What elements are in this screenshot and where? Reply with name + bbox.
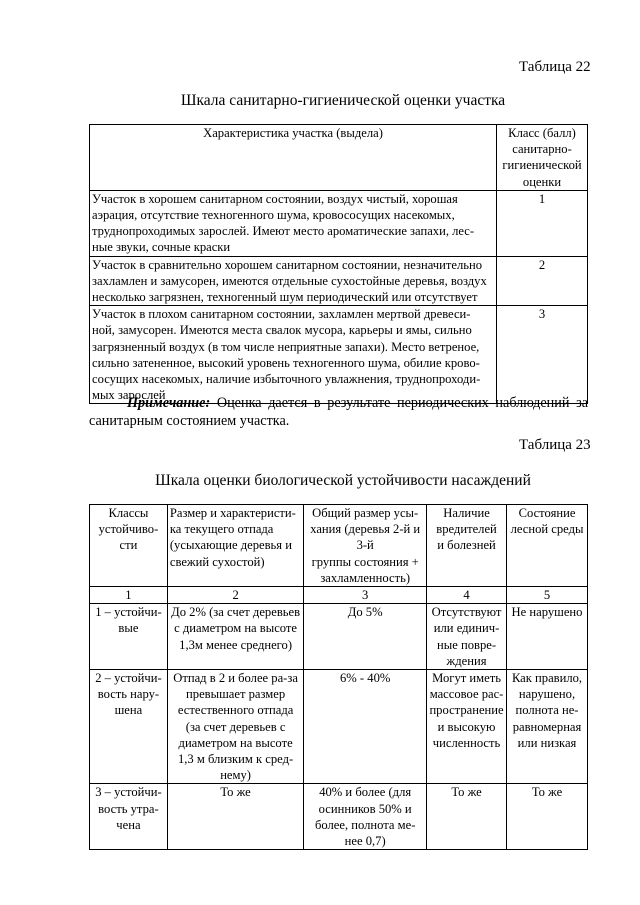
note-paragraph xyxy=(89,394,588,430)
cell-line: вость утра- xyxy=(98,801,159,816)
header-line: вредителей xyxy=(436,522,497,537)
stability-class-cell xyxy=(90,784,168,850)
cell-line: массовое рас- xyxy=(429,687,504,702)
text-line: мых зарослей xyxy=(92,388,166,403)
cell-line: численность xyxy=(432,735,501,750)
environment-cell xyxy=(507,604,588,670)
cell-line: диаметром на высоте xyxy=(178,735,293,750)
cell-line: Как правило, xyxy=(511,671,583,686)
column-number: 3 xyxy=(304,587,427,604)
cell-line: То же xyxy=(220,785,251,800)
dieoff-cell xyxy=(167,784,303,850)
cell-line: Могут иметь xyxy=(432,671,501,686)
note-text: Оценка дается в результате периодических наблюдений за санитарным состоянием участка. xyxy=(89,395,588,429)
table-23-header-row xyxy=(90,505,588,587)
table-row xyxy=(90,306,588,404)
header-line: лесной среды xyxy=(510,522,584,537)
note-label: Примечание: xyxy=(127,395,211,411)
cell-line: 6% - 40% xyxy=(340,671,391,686)
header-line: Общий размер усы- xyxy=(312,506,419,520)
table-23-label: Таблица 23 xyxy=(519,437,591,453)
score-cell: 3 xyxy=(497,306,588,404)
score-cell: 2 xyxy=(497,256,588,306)
header-current-dieoff xyxy=(167,505,303,587)
cell-line: полнота не- xyxy=(515,703,579,718)
text-line: труднопроходимых зарослей. Имеют место ароматические запахи, лес- xyxy=(92,224,475,239)
header-line: Наличие xyxy=(443,506,490,520)
header-class-line: гигиенической xyxy=(502,158,582,173)
cell-line: 3 – устойчи- xyxy=(95,785,162,800)
drying-cell xyxy=(304,670,427,784)
text-line: загрязненный воздух (в том числе неприятные запахи). Место ветреное, xyxy=(92,339,480,354)
sanitary-hygienic-table xyxy=(89,124,588,404)
cell-line: естественного отпада xyxy=(177,703,294,718)
cell-line: вость нару- xyxy=(97,687,160,702)
text-line: Участок в плохом санитарном состоянии, захламлен мертвой древеси- xyxy=(92,307,471,322)
characteristic-cell xyxy=(90,306,497,404)
cell-line: нему) xyxy=(220,768,251,783)
table-row xyxy=(90,604,588,670)
column-number: 5 xyxy=(507,587,588,604)
text-line: аэрация, отсутствие техногенного шума, кровососущих насекомых, xyxy=(92,208,455,223)
environment-cell xyxy=(507,670,588,784)
table-22-header-row xyxy=(90,125,588,191)
header-line: устойчиво- xyxy=(98,522,159,537)
cell-line: равномерная xyxy=(512,719,582,734)
header-class-line: оценки xyxy=(522,174,562,189)
environment-cell xyxy=(507,784,588,850)
header-line: Размер и характеристи- xyxy=(169,506,296,520)
drying-cell xyxy=(304,604,427,670)
text-line: несколько загрязнен, техногенный шум периодический или отсутствует xyxy=(92,290,478,305)
cell-line: и высокую xyxy=(437,719,496,734)
cell-line: ные повре- xyxy=(437,637,497,652)
header-line: 3-й xyxy=(356,538,374,553)
header-pests-diseases xyxy=(427,505,507,587)
cell-line: чена xyxy=(116,817,141,832)
pests-cell xyxy=(427,604,507,670)
cell-line: 1,3 м близким к сред- xyxy=(177,752,294,767)
header-line: (усыхающие деревья и xyxy=(169,538,292,553)
header-characteristic: Характеристика участка (выдела) xyxy=(90,125,497,191)
text-line: захламлен и замусорен, имеются отдельные сухостойные деревья, воздух xyxy=(92,273,487,288)
cell-line: То же xyxy=(531,785,563,800)
cell-line: До 2% (за счет деревьев xyxy=(171,605,301,620)
cell-line: осинников 50% и xyxy=(318,801,412,816)
header-line: и болезней xyxy=(437,538,496,553)
table-row xyxy=(90,190,588,256)
column-number-row xyxy=(90,587,588,604)
text-line: сосущих насекомых, наличие избыточного увлажнения, труднопроходи- xyxy=(92,372,481,387)
cell-line: ждения xyxy=(446,653,487,668)
header-class-line: Класс (балл) xyxy=(508,126,576,140)
header-class-score xyxy=(497,125,588,191)
cell-line: 1,3м менее среднего) xyxy=(179,637,293,652)
column-number: 1 xyxy=(90,587,168,604)
bio-stability-table xyxy=(89,504,588,850)
header-total-drying xyxy=(304,505,427,587)
table-23-title: Шкала оценки биологической устойчивости насаждений xyxy=(155,472,531,489)
cell-line: или низкая xyxy=(517,735,577,750)
cell-line: шена xyxy=(114,703,143,718)
cell-line: Отпад в 2 и более ра-за xyxy=(173,671,298,686)
pests-cell xyxy=(427,784,507,850)
table-row xyxy=(90,784,588,850)
cell-line: превышает размер xyxy=(186,687,286,702)
text-line: Участок в сравнительно хорошем санитарном состоянии, незначительно xyxy=(92,257,483,272)
drying-cell xyxy=(304,784,427,850)
header-line: группы состояния + xyxy=(311,554,419,569)
text-line: ной, замусорен. Имеются места свалок мусора, карьеры и ямы, сильно xyxy=(92,323,472,338)
column-number: 2 xyxy=(167,587,303,604)
header-line: Классы xyxy=(108,506,149,520)
header-line: ка текущего отпада xyxy=(169,522,274,537)
stability-class-cell xyxy=(90,604,168,670)
header-line: захламленность) xyxy=(320,570,411,585)
cell-line: пространение xyxy=(429,703,504,718)
score-cell: 1 xyxy=(497,190,588,256)
cell-line: Отсутствуют xyxy=(431,605,502,620)
cell-line: вые xyxy=(118,621,139,636)
cell-line: То же xyxy=(451,785,482,800)
stability-class-cell xyxy=(90,670,168,784)
dieoff-cell xyxy=(167,604,303,670)
cell-line: 2 – устойчи- xyxy=(95,671,162,686)
text-line: Участок в хорошем санитарном состоянии, воздух чистый, хорошая xyxy=(92,191,458,206)
header-stability-classes xyxy=(90,505,168,587)
table-row xyxy=(90,670,588,784)
cell-line: 40% и более (для xyxy=(319,785,412,800)
header-class-line: санитарно- xyxy=(512,142,572,157)
column-number: 4 xyxy=(427,587,507,604)
cell-line: До 5% xyxy=(347,605,383,620)
dieoff-cell xyxy=(167,670,303,784)
header-line: хания (деревья 2-й и xyxy=(310,522,421,537)
cell-line: (за счет деревьев с xyxy=(185,719,286,734)
cell-line: Не нарушено xyxy=(511,605,583,620)
characteristic-cell xyxy=(90,256,497,306)
cell-line: нарушено, xyxy=(518,687,576,702)
header-line: свежий сухостой) xyxy=(169,554,265,569)
table-22-label: Таблица 22 xyxy=(519,59,591,75)
text-line: сильно затененное, высокий уровень техногенного шума, обилие крово- xyxy=(92,355,480,370)
header-line: Состояние xyxy=(518,506,576,520)
table-22-title: Шкала санитарно-гигиенической оценки участка xyxy=(180,92,506,109)
cell-line: или единич- xyxy=(433,621,500,636)
header-forest-environment xyxy=(507,505,588,587)
table-row xyxy=(90,256,588,306)
characteristic-cell xyxy=(90,190,497,256)
cell-line: нее 0,7) xyxy=(344,834,386,849)
cell-line: с диаметром на высоте xyxy=(174,621,298,636)
header-line: сти xyxy=(119,538,138,553)
cell-line: 1 – устойчи- xyxy=(95,605,162,620)
cell-line: более, полнота ме- xyxy=(314,817,416,832)
text-line: ные звуки, сочные краски xyxy=(92,240,231,255)
pests-cell xyxy=(427,670,507,784)
